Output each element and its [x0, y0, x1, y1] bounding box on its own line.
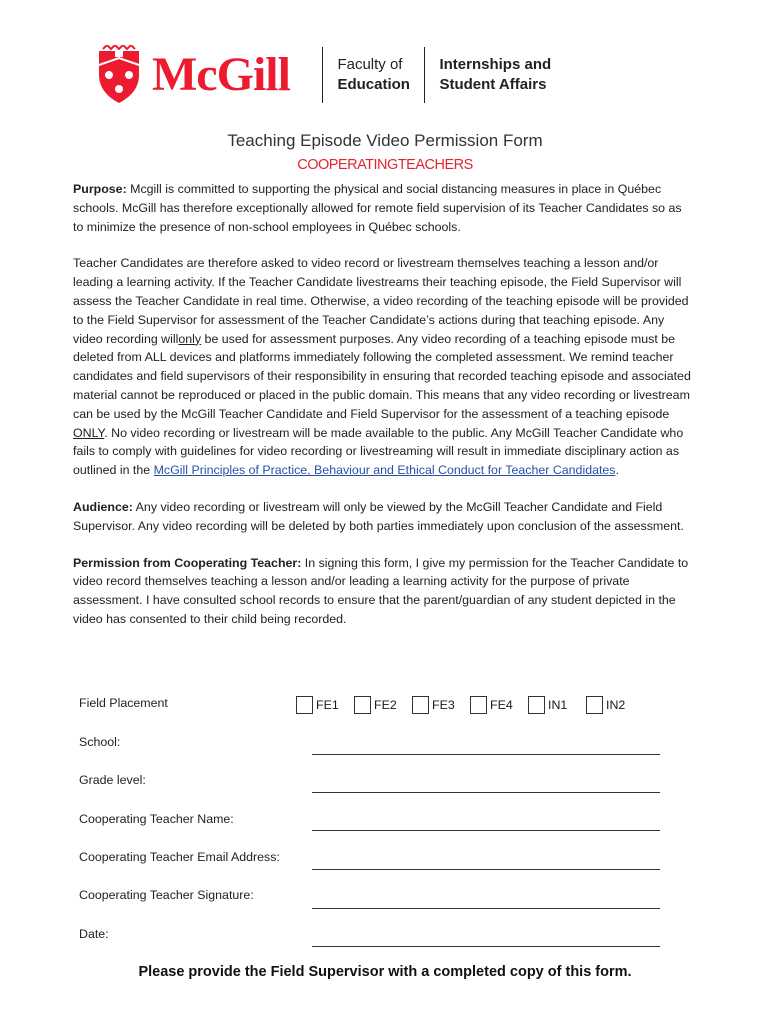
- policy-only-emphasis: only: [178, 331, 202, 346]
- permission-text: In signing this form, I give my permission for the Teacher Candidate to video record themselves teaching a lesson and/or leading a learning activity for the purpose of private assessment. I have consulted school records to ensure that the parent/guardian of any student depicted in the video has consented to their child being recorded.: [73, 555, 689, 626]
- teacher-name-label: Cooperating Teacher Name:: [79, 812, 234, 826]
- header-divider-2: [424, 47, 426, 103]
- department-line-2: Student Affairs: [439, 76, 547, 93]
- placement-label: FE3: [432, 698, 455, 712]
- grade-level-field[interactable]: [312, 792, 660, 793]
- policy-only-emphasis-2: ONLY: [73, 425, 105, 440]
- placement-option-fe4[interactable]: [470, 696, 528, 714]
- placement-option-fe2[interactable]: [354, 696, 412, 714]
- header-divider: [322, 47, 324, 103]
- checkbox[interactable]: [528, 696, 545, 714]
- school-field[interactable]: [312, 754, 660, 755]
- mcgill-crest-icon: [96, 45, 142, 105]
- purpose-paragraph: [73, 180, 695, 236]
- footer-instruction: Please provide the Field Supervisor with a completed copy of this form.: [138, 964, 632, 980]
- checkbox[interactable]: [586, 696, 603, 714]
- date-field[interactable]: [312, 946, 660, 947]
- placement-option-fe1[interactable]: [296, 696, 354, 714]
- teacher-name-field[interactable]: [312, 830, 660, 831]
- mcgill-wordmark: McGill: [152, 48, 290, 101]
- policy-text-3: . No video recording or livestream will be made available to the public. Any McGill Teacher Candidate who fails to comply with guidelines for video recording or livestreaming will result in immediate disciplinary action as outlined in the: [73, 425, 684, 478]
- teacher-email-label: Cooperating Teacher Email Address:: [79, 850, 280, 864]
- document-title: Teaching Episode Video Permission Form: [227, 131, 543, 150]
- placement-option-in2[interactable]: [586, 696, 644, 714]
- faculty-line-1: Faculty of: [337, 56, 403, 73]
- document-subtitle: COOPERATINGTEACHERS: [297, 157, 473, 173]
- placement-label: IN1: [548, 698, 568, 712]
- checkbox[interactable]: [470, 696, 487, 714]
- field-placement-label: Field Placement: [79, 696, 168, 710]
- faculty-name: [337, 55, 410, 95]
- grade-level-label: Grade level:: [79, 773, 146, 787]
- policy-text-2: be used for assessment purposes. Any video recording of a teaching episode must be deleted from ALL devices and platforms immediately following the completed assessment. We remind teacher candidates and field supervisors of their responsibility in ensuring that recorded teaching episode and associated material cannot be reproduced or placed in the public domain. This means that any video recording or livestream can be used by the McGill Teacher Candidate and Field Supervisor for the assessment of a teaching episode: [73, 331, 691, 421]
- purpose-lead: Purpose:: [73, 182, 127, 196]
- date-label: Date:: [79, 927, 109, 941]
- checkbox[interactable]: [296, 696, 313, 714]
- teacher-signature-field[interactable]: [312, 908, 660, 909]
- placement-option-in1[interactable]: [528, 696, 586, 714]
- school-label: School:: [79, 735, 121, 749]
- placement-label: FE4: [490, 698, 513, 712]
- permission-lead: Permission from Cooperating Teacher:: [73, 555, 302, 570]
- placement-label: FE1: [316, 698, 339, 712]
- permission-paragraph: [73, 554, 695, 629]
- policy-text-end: .: [615, 463, 619, 478]
- purpose-text: Mcgill is committed to supporting the physical and social distancing measures in place in Québec schools. McGill has therefore exceptionally allowed for remote field supervision of its Teacher Candidates so as to minimize the presence of non-school employees in Québec schools.: [73, 182, 682, 234]
- faculty-line-2: Education: [337, 76, 410, 93]
- placement-label: FE2: [374, 698, 397, 712]
- audience-text: Any video recording or livestream will only be viewed by the McGill Teacher Candidate and Field Supervisor. Any video recording will be deleted by both parties immediately upon conclusion of the assessment.: [73, 499, 684, 533]
- department-line-1: Internships and: [439, 56, 552, 73]
- checkbox[interactable]: [412, 696, 429, 714]
- policy-text-1: Teacher Candidates are therefore asked to video record or livestream themselves teaching a lesson and/or leading a learning activity. If the Teacher Candidate livestreams their teaching episode, the Field Supervisor will assess the Teacher Candidate in real time. Otherwise, a video recording of the teaching episode will be provided to the Field Supervisor for assessment of the Teacher Candidate’s actions during that teaching episode. Any video recording will: [73, 256, 689, 346]
- teacher-email-field[interactable]: [312, 869, 660, 870]
- audience-lead: Audience:: [73, 499, 133, 514]
- audience-paragraph: [73, 498, 695, 536]
- field-placement-options: [296, 696, 644, 714]
- placement-option-fe3[interactable]: [412, 696, 470, 714]
- page-header: [96, 42, 551, 108]
- policy-paragraph: [73, 254, 695, 480]
- placement-label: IN2: [606, 698, 626, 712]
- teacher-signature-label: Cooperating Teacher Signature:: [79, 888, 254, 902]
- checkbox[interactable]: [354, 696, 371, 714]
- document-body: [73, 180, 695, 647]
- department-name: [439, 55, 551, 95]
- principles-of-practice-link[interactable]: McGill Principles of Practice, Behaviour and Ethical Conduct for Teacher Candidates: [153, 463, 616, 478]
